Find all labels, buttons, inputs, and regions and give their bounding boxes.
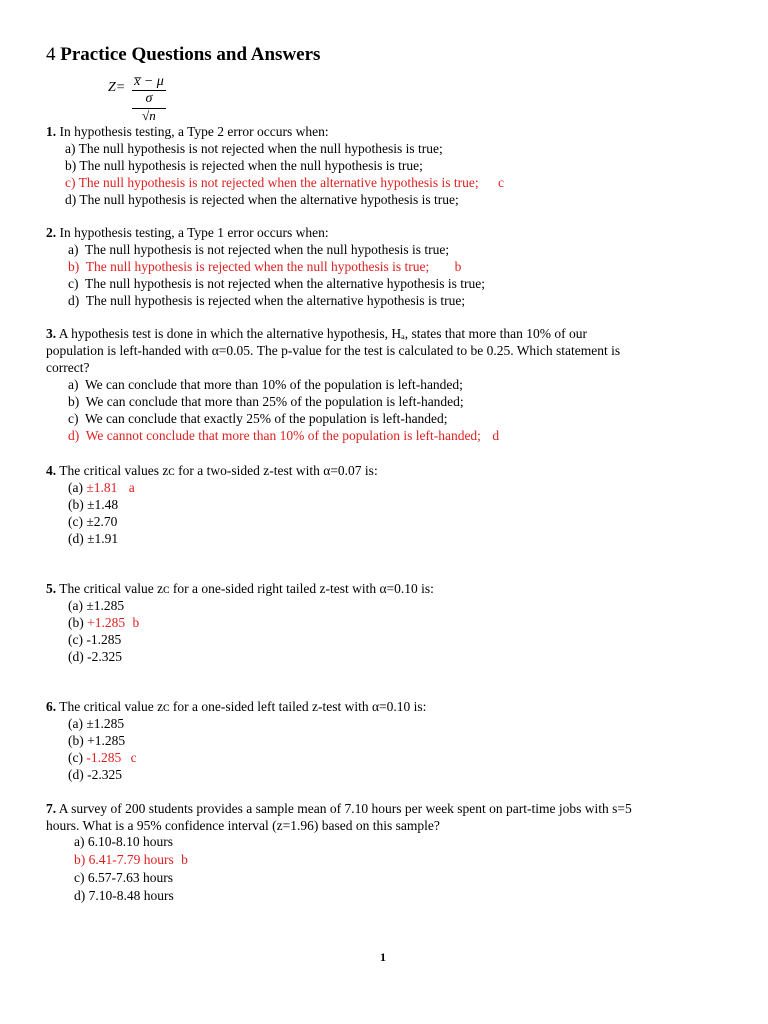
option-text: The null hypothesis is not rejected when the alternative hypothesis is true; [78, 175, 479, 190]
option-text: We cannot conclude that more than 10% of the population is left-handed; [85, 428, 481, 443]
question-number: 4. [46, 463, 57, 478]
answer-mark: c [498, 175, 505, 190]
option-text: -1.285 [86, 750, 122, 765]
question-number: 2. [46, 225, 57, 240]
question-6-stem [46, 698, 426, 715]
option-label: d) [68, 293, 80, 308]
page-title [46, 44, 320, 66]
option-label: (c) [68, 514, 83, 529]
option-text: The null hypothesis is rejected when the null hypothesis is true; [79, 158, 423, 173]
option-label: (c) [68, 750, 83, 765]
option-text: The null hypothesis is not rejected when the alternative hypothesis is true; [85, 276, 486, 291]
q1-option-a [65, 140, 443, 157]
question-7-stem-line-2: hours. What is a 95% confidence interval (z=1.96) based on this sample? [46, 818, 440, 833]
question-1-stem [46, 123, 329, 140]
section-number: 4 [46, 44, 56, 65]
option-text: +1.285 [87, 733, 126, 748]
option-label: a) [68, 377, 79, 392]
option-text: We can conclude that more than 25% of the population is left-handed; [85, 394, 464, 409]
question-5-stem [46, 580, 434, 597]
question-text: A hypothesis test is done in which the alternative hypothesis, Hₐ, states that more than 10% of our [58, 326, 587, 341]
q5-option-b-correct [68, 614, 139, 631]
q2-option-a [68, 241, 449, 258]
option-label: (b) [68, 615, 84, 630]
option-text: -1.285 [86, 632, 122, 647]
q4-option-a-correct [68, 479, 135, 496]
question-number: 3. [46, 326, 57, 341]
option-label: a) [74, 834, 85, 849]
q1-option-d [65, 191, 459, 208]
formula-denominator-top: σ [145, 91, 153, 106]
option-label: (a) [68, 480, 83, 495]
q5-option-a [68, 597, 124, 614]
q3-option-c [68, 410, 448, 427]
option-text: -2.325 [87, 649, 122, 664]
question-text: In hypothesis testing, a Type 1 error occurs when: [59, 225, 329, 240]
option-text: +1.285 [87, 615, 126, 630]
question-3-stem-line-2: population is left-handed with α=0.05. The p-value for the test is calculated to be 0.25. Which statement is [46, 343, 621, 358]
q7-option-c [74, 869, 173, 886]
option-label: a) [68, 242, 79, 257]
answer-mark: b [132, 615, 140, 630]
q7-option-b-correct [74, 851, 188, 868]
option-text: ±1.285 [86, 598, 125, 613]
formula-denominator-bottom: √n [132, 108, 166, 123]
q6-option-d [68, 766, 122, 783]
option-label: (d) [68, 649, 84, 664]
question-number: 7. [46, 801, 57, 816]
option-label: (a) [68, 716, 83, 731]
option-label: c) [65, 175, 76, 190]
option-label: (c) [68, 632, 83, 647]
option-label: (b) [68, 733, 84, 748]
question-text: The critical value zᴄ for a one-sided right tailed z-test with α=0.10 is: [59, 581, 434, 596]
question-number: 6. [46, 699, 57, 714]
question-2-stem [46, 224, 329, 241]
option-label: c) [68, 276, 79, 291]
formula-numerator: x̅ − μ [132, 74, 166, 91]
option-text: -2.325 [87, 767, 122, 782]
option-text: ±1.81 [86, 480, 118, 495]
question-text: The critical value zᴄ for a one-sided left tailed z-test with α=0.10 is: [59, 699, 427, 714]
q4-option-c [68, 513, 117, 530]
option-text: The null hypothesis is rejected when the alternative hypothesis is true; [85, 293, 466, 308]
section-title: Practice Questions and Answers [60, 44, 321, 65]
answer-mark: b [454, 259, 462, 274]
option-text: The null hypothesis is rejected when the alternative hypothesis is true; [79, 192, 459, 207]
option-text: 6.41-7.79 hours [88, 852, 174, 867]
q2-option-b-correct [68, 258, 461, 275]
question-3-stem-line-1 [46, 325, 587, 342]
q1-option-c-correct [65, 174, 504, 191]
q3-option-a [68, 376, 463, 393]
option-label: (d) [68, 767, 84, 782]
option-label: b) [68, 259, 80, 274]
q2-option-d [68, 292, 465, 309]
q6-option-a [68, 715, 124, 732]
option-label: a) [65, 141, 76, 156]
option-text: The null hypothesis is not rejected when the null hypothesis is true; [78, 141, 443, 156]
option-label: (a) [68, 598, 83, 613]
option-text: The null hypothesis is rejected when the null hypothesis is true; [85, 259, 430, 274]
option-label: b) [68, 394, 80, 409]
formula-fraction [132, 74, 166, 123]
q6-option-b [68, 732, 125, 749]
option-label: d) [74, 888, 86, 903]
q7-option-d [74, 887, 174, 904]
question-text: The critical values zᴄ for a two-sided z-test with α=0.07 is: [59, 463, 378, 478]
option-label: c) [74, 870, 85, 885]
formula-lhs: Z= [108, 80, 126, 95]
q4-option-d [68, 530, 118, 547]
q2-option-c [68, 275, 485, 292]
answer-mark: c [130, 750, 137, 765]
q6-option-c-correct [68, 749, 137, 766]
question-7-stem-line-1 [46, 800, 632, 817]
option-label: (d) [68, 531, 84, 546]
answer-mark: d [492, 428, 500, 443]
option-text: ±1.48 [87, 497, 119, 512]
option-text: We can conclude that more than 10% of the population is left-handed; [85, 377, 463, 392]
q7-option-a [74, 833, 173, 850]
option-label: (b) [68, 497, 84, 512]
question-4-stem [46, 462, 378, 479]
option-text: ±1.91 [87, 531, 119, 546]
question-text: In hypothesis testing, a Type 2 error occurs when: [59, 124, 329, 139]
option-text: 7.10-8.48 hours [88, 888, 174, 903]
option-text: 6.10-8.10 hours [87, 834, 173, 849]
option-label: b) [74, 852, 86, 867]
question-text: A survey of 200 students provides a sample mean of 7.10 hours per week spent on part-time jobs with s=5 [58, 801, 632, 816]
option-text: The null hypothesis is not rejected when the null hypothesis is true; [85, 242, 450, 257]
page-number: 1 [380, 950, 386, 964]
q3-option-b [68, 393, 464, 410]
q4-option-b [68, 496, 118, 513]
question-3-stem-line-3: correct? [46, 360, 90, 375]
option-text: ±1.285 [86, 716, 125, 731]
option-label: c) [68, 411, 79, 426]
answer-mark: a [128, 480, 135, 495]
q5-option-c [68, 631, 121, 648]
option-label: b) [65, 158, 77, 173]
q5-option-d [68, 648, 122, 665]
option-text: 6.57-7.63 hours [87, 870, 173, 885]
q3-option-d-correct [68, 427, 499, 444]
option-label: d) [65, 192, 77, 207]
question-number: 1. [46, 124, 57, 139]
option-text: We can conclude that exactly 25% of the population is left-handed; [85, 411, 448, 426]
question-number: 5. [46, 581, 57, 596]
option-label: d) [68, 428, 80, 443]
answer-mark: b [181, 852, 188, 867]
q1-option-b [65, 157, 423, 174]
option-text: ±2.70 [86, 514, 118, 529]
